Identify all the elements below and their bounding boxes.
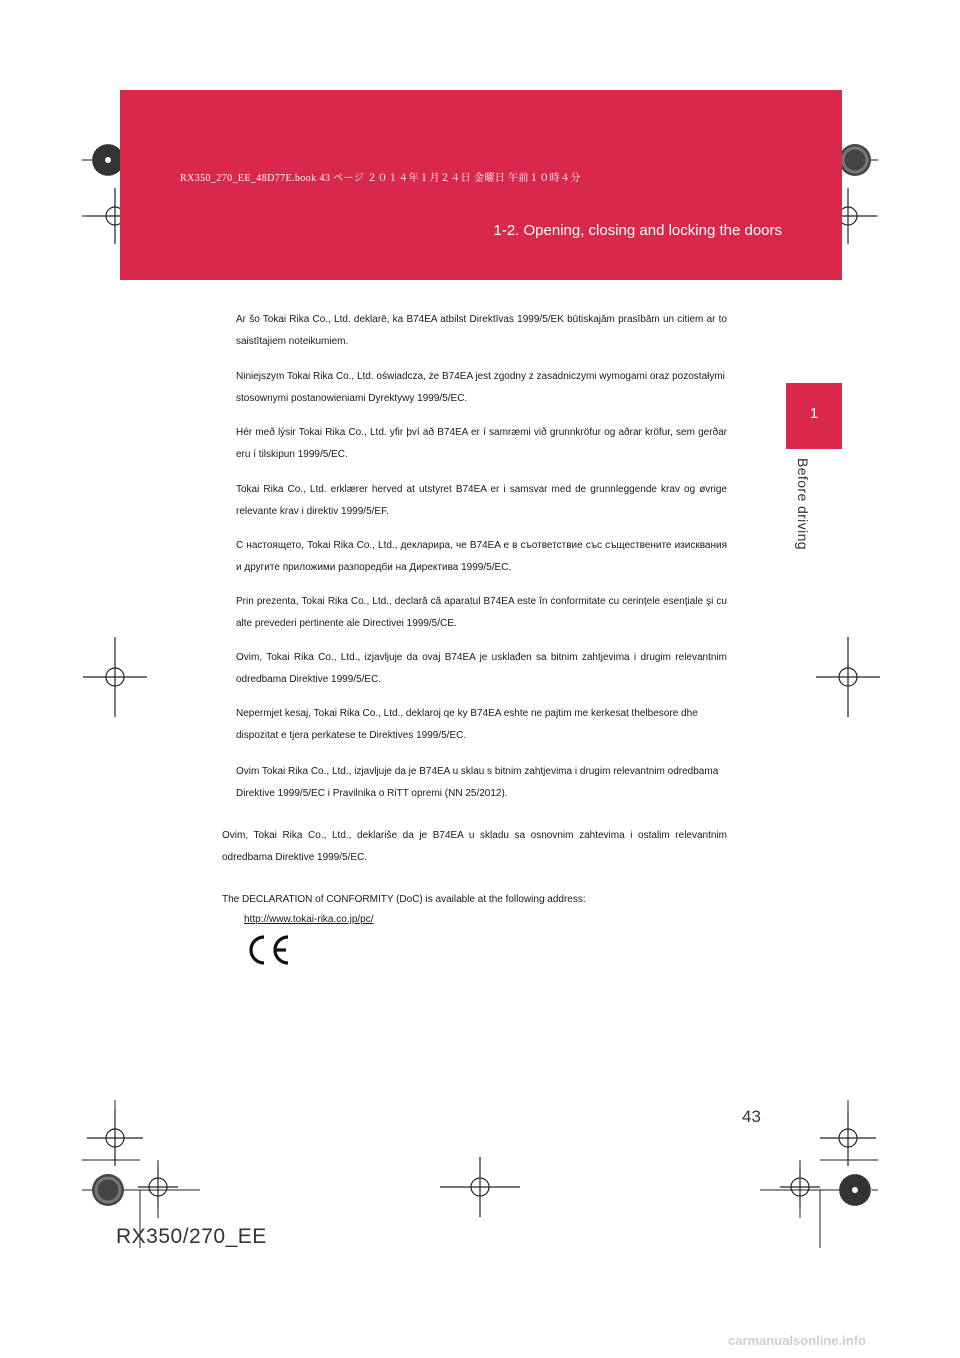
declaration-romanian: Prin prezenta, Tokai Rika Co., Ltd., declară că aparatul B74EA este în conformitate cu cerințele esențiale şi cu alte prevederi pertinente ale Directivei 1999/5/CE. <box>236 596 727 629</box>
header-band <box>120 90 842 280</box>
declaration-albanian: Nepermjet kesaj, Tokai Rika Co., Ltd., deklaroj qe ky B74EA eshte ne pajtim me kerkesat thelbesore dhe dispozitat e tjera perkatese te Direktives 1999/5/EC. <box>236 708 698 741</box>
model-code: RX350/270_EE <box>116 1225 267 1248</box>
ce-conformity-icon <box>248 934 292 966</box>
site-watermark: carmanualsonline.info <box>728 1333 866 1348</box>
section-title: 1-2. Opening, closing and locking the doors <box>493 222 782 239</box>
declaration-serbian: Ovim, Tokai Rika Co., Ltd., deklariše da je B74EA u skladu sa osnovnim zahtevima i ostalim relevantnim odredbama Direktive 1999/5/EC. <box>222 830 727 863</box>
print-info-line: RX350_270_EE_48D77E.book 43 ページ ２０１４年１月２４日 金曜日 午前１０時４分 <box>180 173 581 184</box>
declaration-bosnian: Ovim, Tokai Rika Co., Ltd., izjavljuje da ovaj B74EA je usklađen sa bitnim zahtjevima i drugim relevantnim odredbama Direktive 1999/5/EC. <box>236 652 727 685</box>
declaration-icelandic: Hér með lýsir Tokai Rika Co., Ltd. yfir því að B74EA er í samræmi við grunnkröfur og aðrar kröfur, sem gerðar eru í tilskipun 1999/5/EC. <box>236 427 727 460</box>
declaration-bulgarian: С настоящето, Tokai Rika Co., Ltd., декларира, че B74EA е в съответствие със съществените изисквания и другите приложими разпоредби на Директива 1999/5/EC. <box>236 540 727 573</box>
page-number: 43 <box>742 1107 761 1126</box>
doc-url-link[interactable]: http://www.tokai-rika.co.jp/pc/ <box>244 914 374 925</box>
doc-notice: The DECLARATION of CONFORMITY (DoC) is available at the following address: <box>222 894 586 905</box>
chapter-tab <box>786 383 842 449</box>
declaration-croatian: Ovim Tokai Rika Co., Ltd., izjavljuje da je B74EA u sklau s bitnim zahtjevima i drugim relevantnim odredbama Direktive 1999/5/EC i Pravilnika o RiTT opremi (NN 25/2012). <box>236 766 719 799</box>
chapter-number: 1 <box>809 405 819 422</box>
chapter-label: Before driving <box>795 458 811 550</box>
declaration-latvian: Ar šo Tokai Rika Co., Ltd. deklarē, ka B74EA atbilst Direktīvas 1999/5/EK būtiskajām prasībām un citiem ar to saistītajiem noteikumiem. <box>236 314 727 347</box>
declaration-norwegian: Tokai Rika Co., Ltd. erklærer herved at utstyret B74EA er i samsvar med de grunnleggende krav og øvrige relevante krav i direktiv 1999/5/EF. <box>236 484 727 517</box>
declaration-polish: Niniejszym Tokai Rika Co., Ltd. oświadcza, że B74EA jest zgodny z zasadniczymi wymogami oraz pozostałymi stosownymi postanowieniami Dyrektywy 1999/5/EC. <box>236 371 725 404</box>
